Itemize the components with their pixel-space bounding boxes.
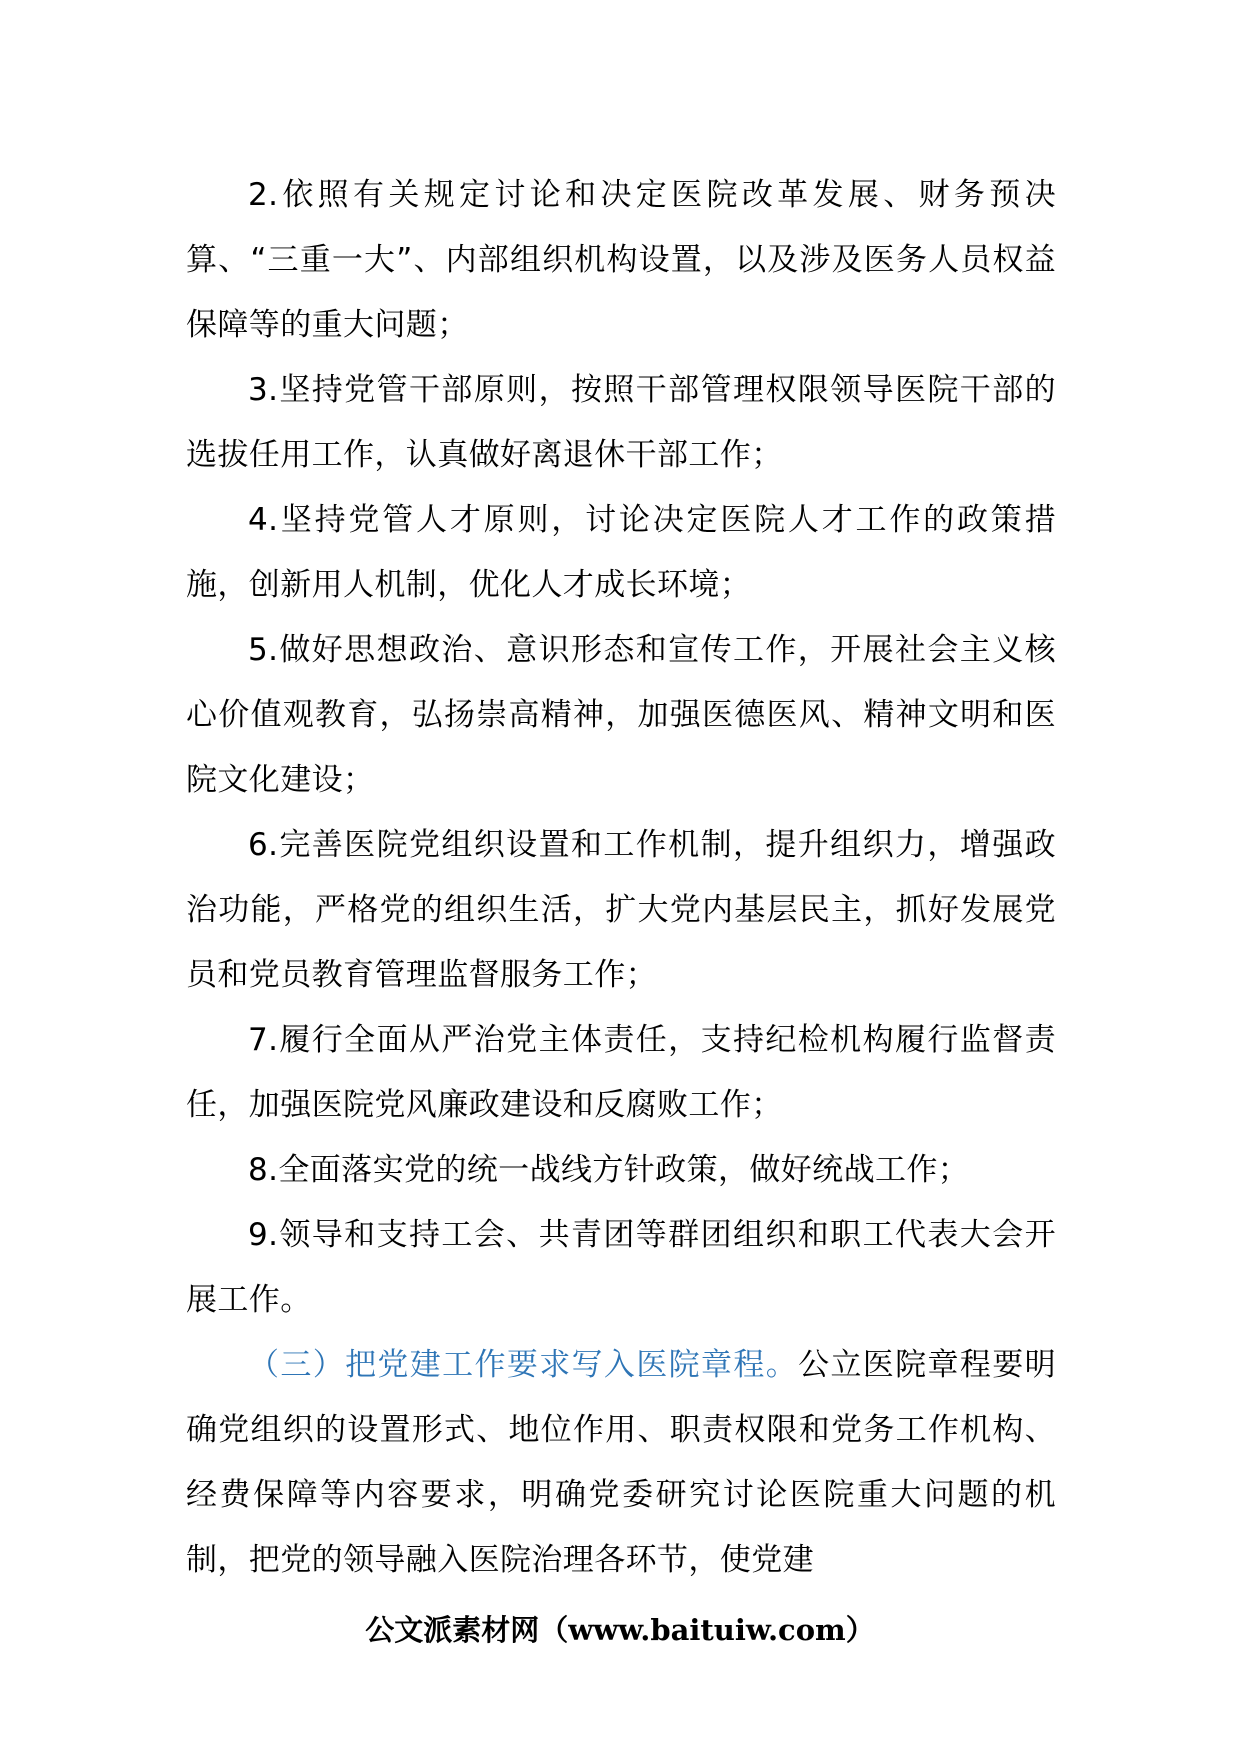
section-3-heading: （三）把党建工作要求写入医院章程。: [248, 1347, 799, 1383]
paragraph-item-2: 2.依照有关规定讨论和决定医院改革发展、财务预决算、“三重一大”、内部组织机构设置，以及涉及医务人员权益保障等的重大问题；: [186, 177, 1056, 343]
paragraph-item-3: 3.坚持党管干部原则，按照干部管理权限领导医院干部的选拔任用工作，认真做好离退休干部工作；: [186, 372, 1056, 473]
document-body: [186, 163, 1056, 1593]
paragraph-item-7: 7.履行全面从严治党主体责任，支持纪检机构履行监督责任，加强医院党风廉政建设和反腐败工作；: [186, 1022, 1056, 1123]
paragraph-item-6: 6.完善医院党组织设置和工作机制，提升组织力，增强政治功能，严格党的组织生活，扩大党内基层民主，抓好发展党员和党员教育管理监督服务工作；: [186, 827, 1056, 993]
section-3-body: 公立医院章程要明确党组织的设置形式、地位作用、职责权限和党务工作机构、经费保障等内容要求，明确党委研究讨论医院重大问题的机制，把党的领导融入医院治理各环节，使党建: [186, 1347, 1056, 1578]
paragraph-item-4: 4.坚持党管人才原则，讨论决定医院人才工作的政策措施，创新用人机制，优化人才成长环境；: [186, 502, 1056, 603]
paragraph-item-5: 5.做好思想政治、意识形态和宣传工作，开展社会主义核心价值观教育，弘扬崇高精神，加强医德医风、精神文明和医院文化建设；: [186, 632, 1056, 798]
paragraph-item-9: 9.领导和支持工会、共青团等群团组织和职工代表大会开展工作。: [186, 1217, 1056, 1318]
section-3-paragraph: [186, 1333, 1056, 1593]
footer-watermark: 公文派素材网（www.baituiw.com）: [365, 1613, 875, 1647]
paragraph-item-8: 8.全面落实党的统一战线方针政策，做好统战工作；: [248, 1152, 970, 1188]
